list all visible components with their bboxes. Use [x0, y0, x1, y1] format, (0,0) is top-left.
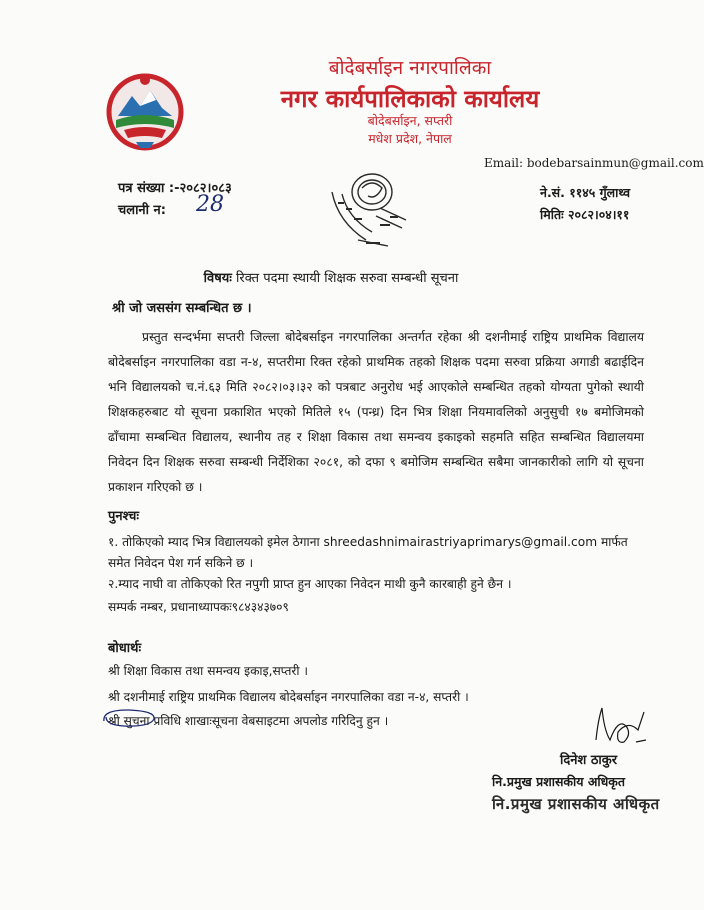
letter-date: मितिः २०८२।०४।११	[540, 207, 630, 222]
handwritten-circle-mark	[98, 707, 160, 729]
cc-item: श्री दशनीमाई राष्ट्रिय प्राथमिक विद्यालय बोदेबर्साइन नगरपालिका वडा न-४, सप्तरी ।	[108, 690, 469, 704]
notice-body: प्रस्तुत सन्दर्भमा सप्तरी जिल्ला बोदेबर्साइन नगरपालिका अन्तर्गत रहेका श्री दशनीमाई राष्ट्रिय प्राथमिक विद्यालय बोदेबर्साइन नगरपालिका वडा न-४, सप्तरीमा रिक्त रहेको प्राथमिक तहको शिक्षक पदमा सरुवा प्रक्रिया अगाडी बढाईदिन भनि विद्यालयको च.नं.६३ मिति २०८२।०३।३२ को पत्रबाट अनुरोध भई आएकोले सम्बन्धित तहको योग्यता पुगेको स्थायी शिक्षकहरुबाट यो सूचना प्रकाशित भएको मितिले १५ (पन्ध्र) दिन भित्र शिक्षा नियमावलिको अनुसुची १७ बमोजिमको ढाँचामा सम्बन्धित विद्यालय, स्थानीय तह र शिक्षा विकास तथा समन्वय इकाइको सहमति सहित सम्बन्धित विद्यालयमा निवेदन दिन शिक्षक सरुवा सम्बन्धी निर्देशिका २०८१, को दफा ९ बमोजिम सम्बन्धित सबैमा जानकारीको लागि यो सूचना प्रकाशन गरिएको छ ।	[108, 330, 644, 494]
subject-line	[0, 268, 662, 286]
postscript-item-1: १. तोकिएको म्याद भित्र विद्यालयको इमेल ठेगाना shreedashnimairastriyaprimarys@gmail.com मार्फत समेत निवेदन पेश गर्न सकिने छ ।	[108, 535, 628, 570]
nepal-sambat-date: ने.सं. ११४५ गुँलाथ्व	[540, 185, 631, 200]
dispatch-number-handwritten: 28	[196, 192, 224, 217]
dispatch-label: चलानी न:	[118, 203, 166, 218]
cc-title: बोधार्थः	[108, 641, 142, 656]
cc-item: श्री शिक्षा विकास तथा समन्वय इकाइ,सप्तरी ।	[108, 664, 309, 678]
municipality-name: बोदेबर्साइन नगरपालिका	[328, 57, 492, 79]
postscript-title: पुनश्चः	[108, 509, 140, 524]
signature	[588, 700, 650, 748]
cc-item: श्री सुचना प्रविधि शाखाःसूचना वेबसाइटमा अपलोड गरिदिनु हुन ।	[108, 714, 389, 728]
signatory-name: दिनेश ठाकुर	[560, 753, 618, 768]
signatory-rubber-stamp: नि.प्रमुख प्रशासकीय अधिकृत	[492, 795, 660, 813]
subject-text: रिक्त पदमा स्थायी शिक्षक सरुवा सम्बन्धी सूचना	[236, 271, 459, 286]
office-name: नगर कार्यपालिकाको कार्यालय	[280, 85, 540, 113]
nepal-emblem-logo	[104, 70, 186, 152]
address-line-2: मधेश प्रदेश, नेपाल	[368, 131, 452, 146]
address-line-1: बोदेबर्साइन, सप्तरी	[367, 113, 453, 128]
office-stamp	[318, 162, 422, 252]
reference-number: पत्र संख्या :-२०८२।०८३	[118, 181, 232, 196]
subject-label: विषयः	[203, 271, 232, 286]
postscript-item-2: २.म्याद नाघी वा तोकिएको रित नपुगी प्राप्त हुन आएका निवेदन माथी कुनै कारबाही हुने छैन ।	[108, 577, 512, 591]
addressee: श्री जो जससंग सम्बन्धित छ ।	[112, 301, 252, 316]
contact-number: सम्पर्क नम्बर, प्रधानाध्यापकः९८४३४३७०९	[108, 600, 289, 614]
office-email: Email: bodebarsainmun@gmail.com	[484, 156, 704, 170]
signatory-title: नि.प्रमुख प्रशासकीय अधिकृत	[492, 774, 626, 789]
